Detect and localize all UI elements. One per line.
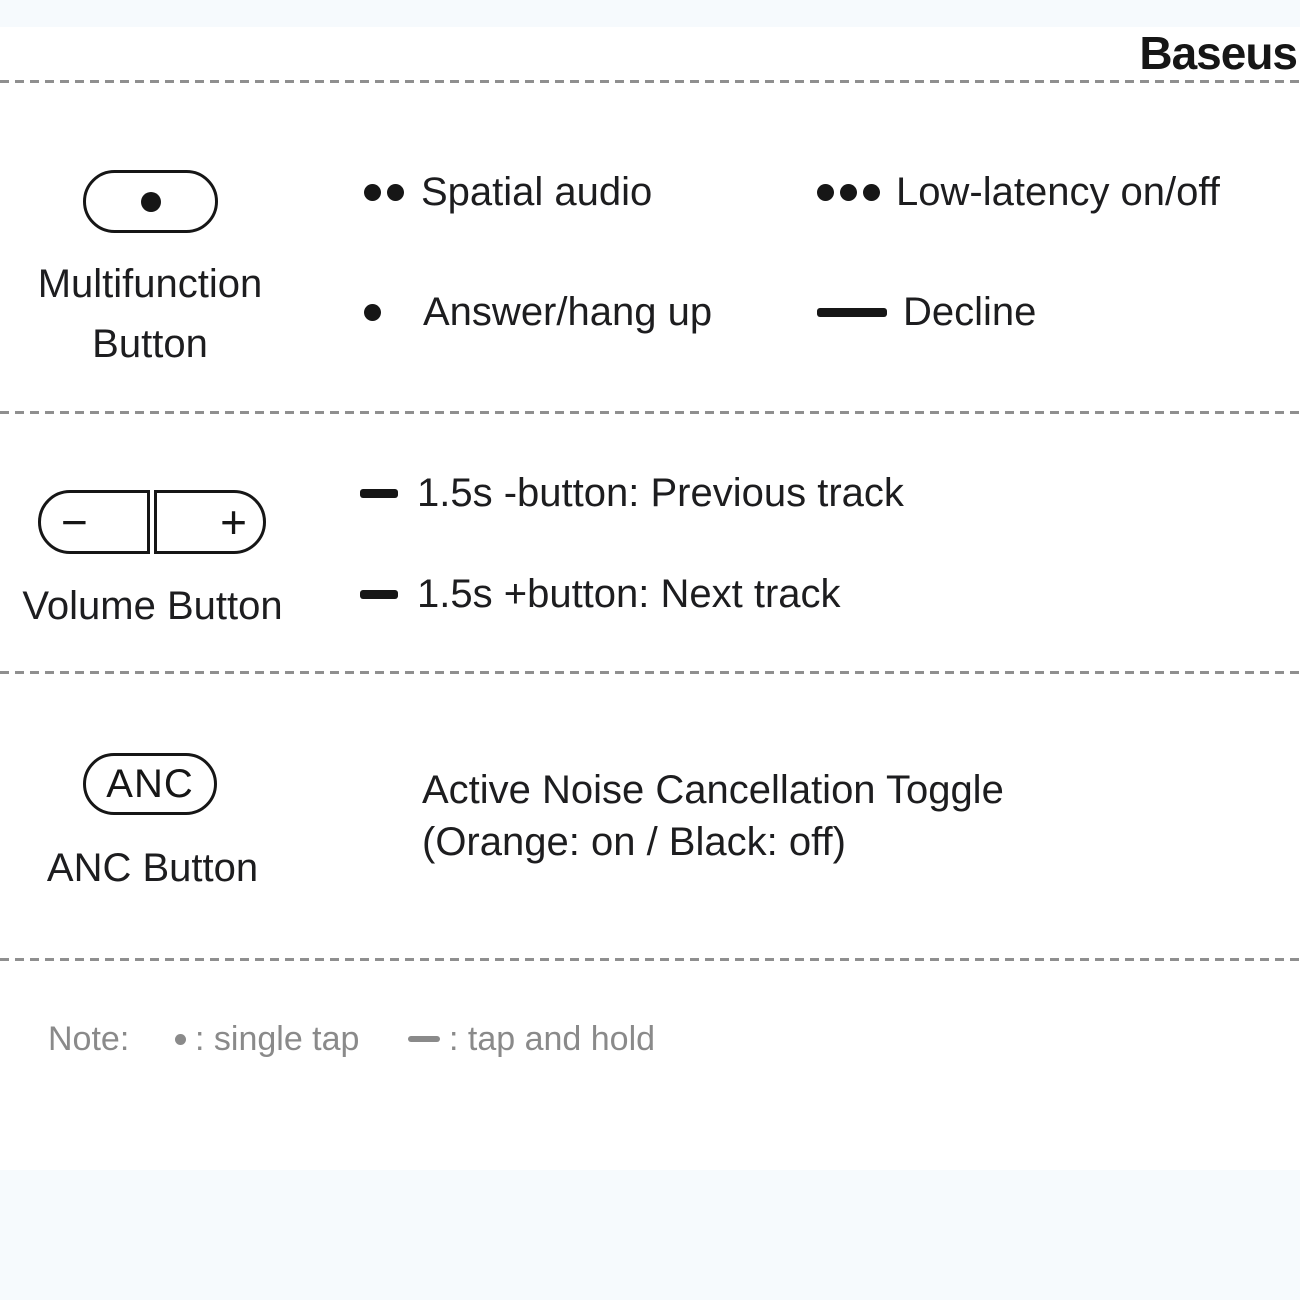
- volume-plus-button-diagram: [154, 490, 266, 554]
- volume-minus-button-diagram: [38, 490, 150, 554]
- divider-section-2: [0, 671, 1300, 674]
- double-tap-icon: [364, 184, 404, 201]
- tap-and-hold-icon: [360, 590, 398, 599]
- anc-description: [422, 764, 1004, 868]
- multifunction-button-diagram: [83, 170, 218, 233]
- note-single-tap: [175, 1019, 359, 1059]
- legend-row-next-track: [360, 570, 841, 618]
- legend-row-decline: [817, 288, 1036, 336]
- triple-tap-icon: [817, 184, 880, 201]
- divider-header: [0, 80, 1300, 83]
- note-tap-hold: [408, 1019, 655, 1059]
- page-top-margin: [0, 0, 1300, 27]
- plus-sign: +: [220, 496, 247, 548]
- legend-row-low-latency: [817, 168, 1220, 216]
- single-tap-icon: [364, 304, 381, 321]
- legend-text: Spatial audio: [421, 169, 653, 214]
- multifunction-label-line1: Multifunction: [37, 262, 263, 306]
- anc-button-label: ANC Button: [46, 846, 259, 890]
- divider-section-1: [0, 411, 1300, 414]
- anc-button-diagram: [83, 753, 217, 815]
- divider-section-3: [0, 958, 1300, 961]
- tap-and-hold-icon: [408, 1036, 440, 1042]
- single-tap-icon: [175, 1034, 186, 1045]
- legend-row-spatial-audio: [364, 168, 652, 216]
- legend-row-answer-hangup: [364, 288, 712, 336]
- volume-button-label: Volume Button: [22, 584, 283, 628]
- anc-button-text: ANC: [106, 761, 194, 806]
- legend-text: Answer/hang up: [423, 289, 713, 334]
- multifunction-button-label: [15, 254, 285, 374]
- minus-sign: −: [61, 496, 88, 548]
- multifunction-button-dot-icon: [141, 192, 161, 212]
- legend-text: Low-latency on/off: [896, 169, 1220, 214]
- multifunction-label-line2: Button: [92, 322, 208, 366]
- legend-text: 1.5s +button: Next track: [417, 571, 841, 616]
- tap-and-hold-icon: [817, 308, 887, 317]
- tap-and-hold-icon: [360, 489, 398, 498]
- note-label: Note:: [48, 1019, 130, 1058]
- note-tap-hold-text: : tap and hold: [449, 1019, 656, 1058]
- page-bottom-margin: [0, 1170, 1300, 1300]
- anc-description-line1: Active Noise Cancellation Toggle: [422, 768, 1004, 812]
- brand-logo: Baseus: [1139, 27, 1297, 79]
- anc-description-line2: (Orange: on / Black: off): [422, 820, 846, 864]
- legend-text: 1.5s -button: Previous track: [417, 470, 904, 515]
- legend-text: Decline: [903, 289, 1037, 334]
- note-single-tap-text: : single tap: [195, 1019, 360, 1058]
- legend-row-previous-track: [360, 469, 904, 517]
